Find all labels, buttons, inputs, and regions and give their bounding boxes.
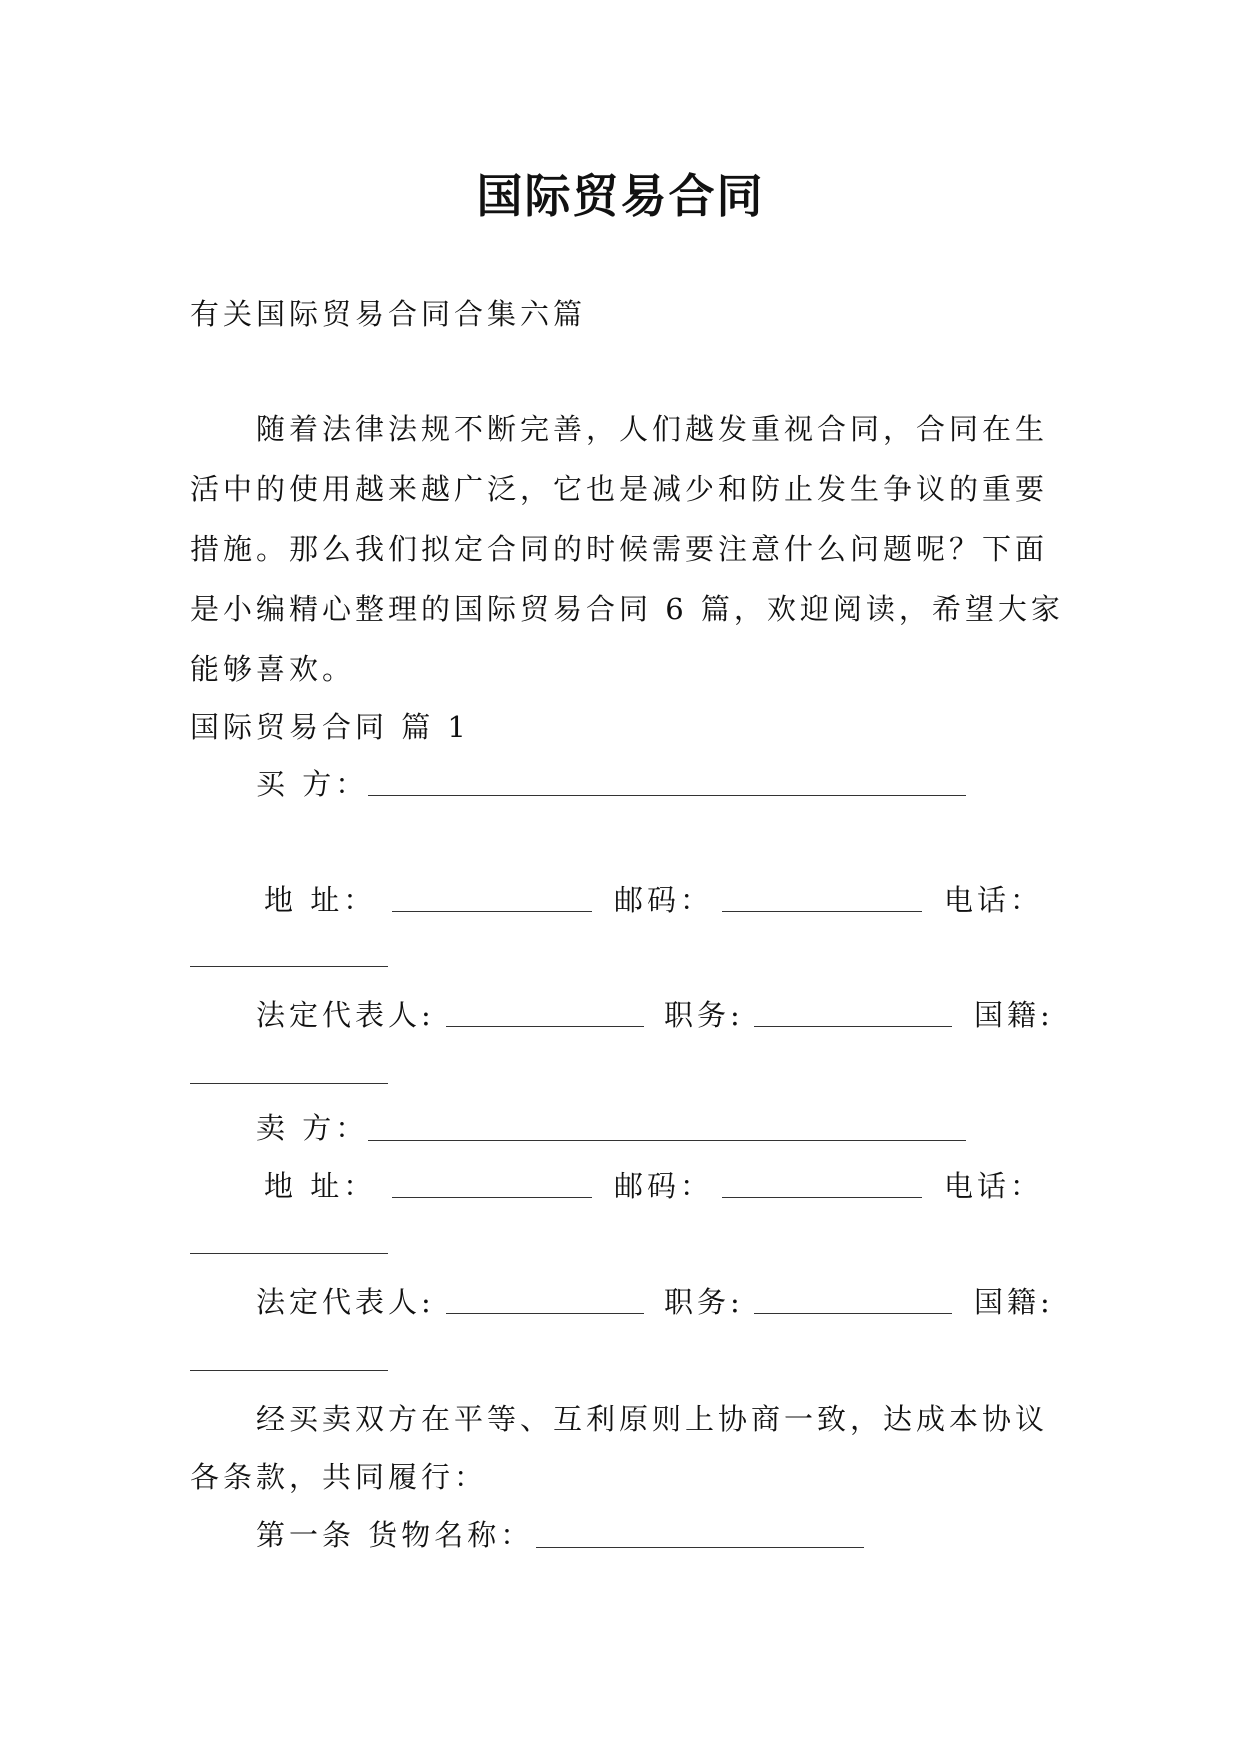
article1-label: 第一条 货物名称： <box>256 1518 534 1552</box>
buyer-phone-field[interactable] <box>190 966 388 967</box>
seller-postcode-label: 邮码： <box>614 1169 714 1203</box>
seller-name-field[interactable] <box>368 1140 966 1141</box>
seller-party-label: 卖 方： <box>256 1111 369 1145</box>
buyer-phone-label: 电话： <box>944 883 1044 917</box>
intro-line: 活中的使用越来越广泛，它也是减少和防止发生争议的重要 <box>190 472 1049 506</box>
seller-nationality-field[interactable] <box>190 1370 388 1371</box>
section-heading: 国际贸易合同 篇 1 <box>190 710 470 744</box>
intro-line: 措施。那么我们拟定合同的时候需要注意什么问题呢？下面 <box>190 532 1049 566</box>
seller-phone-field[interactable] <box>190 1253 388 1254</box>
intro-line: 能够喜欢。 <box>190 652 356 686</box>
seller-legal-rep-label: 法定代表人: <box>256 1285 435 1319</box>
buyer-position-label: 职务: <box>664 998 744 1032</box>
page-title: 国际贸易合同 <box>476 169 765 223</box>
seller-position-field[interactable] <box>754 1313 952 1314</box>
buyer-nationality-field[interactable] <box>190 1083 388 1084</box>
intro-line: 随着法律法规不断完善，人们越发重视合同，合同在生 <box>256 412 1049 446</box>
intro-line: 是小编精心整理的国际贸易合同 6 篇，欢迎阅读，希望大家 <box>190 592 1064 626</box>
buyer-party-label: 买 方： <box>256 767 369 801</box>
agreement-line: 各条款，共同履行： <box>190 1460 488 1494</box>
buyer-postcode-field[interactable] <box>722 911 922 912</box>
seller-position-label: 职务: <box>664 1285 744 1319</box>
buyer-nationality-label: 国籍: <box>974 998 1054 1032</box>
seller-postcode-field[interactable] <box>722 1197 922 1198</box>
buyer-address-field[interactable] <box>392 911 592 912</box>
subtitle: 有关国际贸易合同合集六篇 <box>190 297 587 331</box>
buyer-name-field[interactable] <box>368 795 966 796</box>
buyer-address-label: 地 址： <box>264 883 377 917</box>
buyer-legal-rep-label: 法定代表人: <box>256 998 435 1032</box>
seller-address-label: 地 址： <box>264 1169 377 1203</box>
seller-nationality-label: 国籍: <box>974 1285 1054 1319</box>
buyer-legal-rep-field[interactable] <box>446 1026 644 1027</box>
seller-legal-rep-field[interactable] <box>446 1313 644 1314</box>
goods-name-field[interactable] <box>536 1547 864 1548</box>
seller-address-field[interactable] <box>392 1197 592 1198</box>
buyer-postcode-label: 邮码： <box>614 883 714 917</box>
agreement-line: 经买卖双方在平等、互利原则上协商一致，达成本协议 <box>256 1402 1049 1436</box>
seller-phone-label: 电话： <box>944 1169 1044 1203</box>
buyer-position-field[interactable] <box>754 1026 952 1027</box>
